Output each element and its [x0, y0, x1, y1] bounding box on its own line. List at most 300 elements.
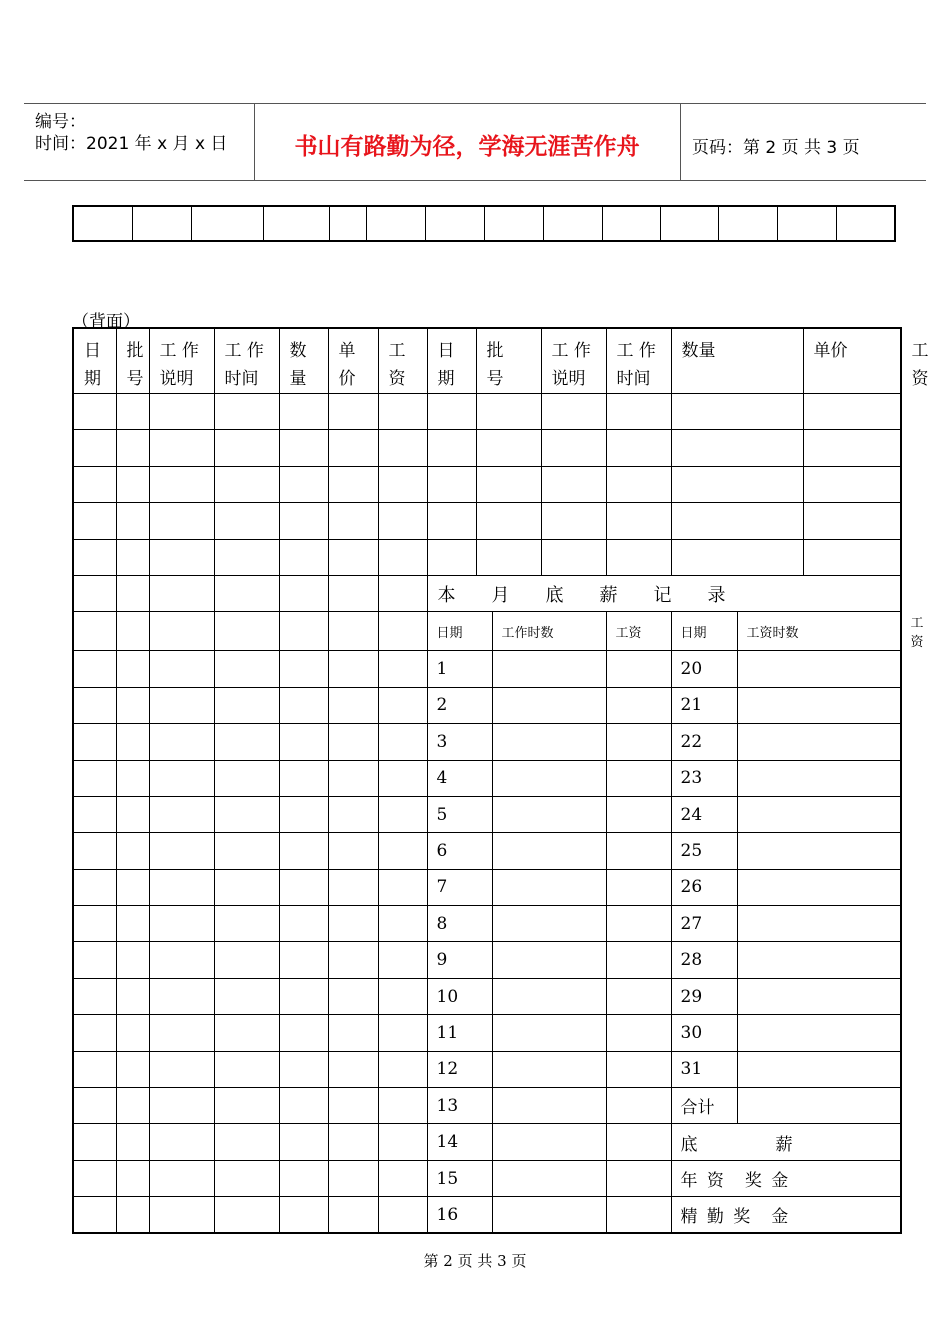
- table-cell: [214, 687, 279, 723]
- column-header: 工 作 说明: [149, 328, 214, 394]
- table-cell: [328, 430, 378, 466]
- table-cell: [279, 1160, 328, 1196]
- table-cell: [328, 906, 378, 942]
- table-cell: [73, 394, 116, 430]
- column-header: 工 作 时间: [214, 328, 279, 394]
- table-cell: [116, 539, 149, 575]
- record-day-cell: 15: [427, 1160, 492, 1196]
- record-day-cell: 12: [427, 1051, 492, 1087]
- table-cell: [328, 978, 378, 1014]
- table-cell: [214, 724, 279, 760]
- table-cell: [328, 1051, 378, 1087]
- table-cell: [737, 687, 901, 723]
- table-cell: [214, 539, 279, 575]
- table-row: [73, 1051, 901, 1087]
- table-cell: [378, 833, 427, 869]
- record-day-cell: 22: [671, 724, 737, 760]
- table-cell: [606, 760, 671, 796]
- back-side-label: （背面）: [72, 312, 140, 332]
- record-day-cell: 26: [671, 869, 737, 905]
- table-cell: [116, 394, 149, 430]
- table-cell: [606, 1124, 671, 1160]
- record-day-cell: 6: [427, 833, 492, 869]
- table-cell: [492, 760, 606, 796]
- table-cell: [328, 575, 378, 611]
- table-cell: [606, 687, 671, 723]
- table-cell: [214, 1160, 279, 1196]
- table-cell: [73, 833, 116, 869]
- record-day-cell: 25: [671, 833, 737, 869]
- table-cell: [73, 869, 116, 905]
- table-cell: [492, 1015, 606, 1051]
- table-cell: [279, 612, 328, 651]
- table-cell: [149, 760, 214, 796]
- record-day-cell: 29: [671, 978, 737, 1014]
- table-cell: [73, 760, 116, 796]
- table-cell: [328, 1197, 378, 1233]
- table-cell: [328, 796, 378, 832]
- table-cell: [492, 869, 606, 905]
- table-cell: [149, 651, 214, 687]
- strip-cell: [602, 206, 660, 241]
- table-cell: [606, 833, 671, 869]
- table-cell: [116, 430, 149, 466]
- table-cell: [328, 539, 378, 575]
- record-day-cell: 11: [427, 1015, 492, 1051]
- table-cell: [73, 466, 116, 502]
- table-cell: [492, 1197, 606, 1233]
- wage-record-table: [72, 327, 929, 1234]
- header-top-rule: [24, 103, 926, 104]
- record-day-cell: 4: [427, 760, 492, 796]
- table-cell: [149, 612, 214, 651]
- table-cell: [149, 724, 214, 760]
- table-cell: [279, 906, 328, 942]
- table-cell: [73, 1124, 116, 1160]
- table-cell: [476, 394, 541, 430]
- table-cell: [737, 1015, 901, 1051]
- strip-cell: [263, 206, 329, 241]
- table-cell: [476, 430, 541, 466]
- strip-cell: [778, 206, 837, 241]
- table-cell: [492, 833, 606, 869]
- table-cell: [328, 869, 378, 905]
- record-column-header: 工资时数: [737, 612, 901, 651]
- table-cell: [606, 503, 671, 539]
- table-cell: [73, 942, 116, 978]
- table-cell: [116, 1124, 149, 1160]
- table-cell: [492, 978, 606, 1014]
- strip-cell: [367, 206, 426, 241]
- table-cell: [116, 833, 149, 869]
- document-time-label: 时间：2021 年 x 月 x 日: [35, 134, 228, 154]
- table-cell: [378, 978, 427, 1014]
- record-day-cell: 精 勤 奖 金: [671, 1197, 901, 1233]
- table-cell: [279, 724, 328, 760]
- column-header: 单 价: [328, 328, 378, 394]
- table-cell: [328, 760, 378, 796]
- table-cell: [476, 466, 541, 502]
- table-cell: [328, 1160, 378, 1196]
- table-cell: [279, 760, 328, 796]
- record-day-cell: 24: [671, 796, 737, 832]
- table-cell: [116, 1160, 149, 1196]
- table-cell: [737, 760, 901, 796]
- table-cell: [279, 978, 328, 1014]
- table-cell: [606, 978, 671, 1014]
- table-cell: [214, 651, 279, 687]
- table-cell: [116, 1051, 149, 1087]
- table-cell: [149, 466, 214, 502]
- table-cell: [541, 539, 606, 575]
- table-cell: [73, 796, 116, 832]
- table-cell: [606, 430, 671, 466]
- table-cell: [214, 466, 279, 502]
- table-row: [73, 1015, 901, 1051]
- column-header: 批 号: [116, 328, 149, 394]
- table-cell: [279, 833, 328, 869]
- table-cell: [279, 1197, 328, 1233]
- table-cell: [116, 1197, 149, 1233]
- table-cell: [214, 394, 279, 430]
- table-cell: [279, 539, 328, 575]
- table-cell: [378, 869, 427, 905]
- table-cell: [328, 1088, 378, 1124]
- column-header: 数 量: [279, 328, 328, 394]
- table-cell: [378, 942, 427, 978]
- table-cell: [378, 1160, 427, 1196]
- table-cell: [328, 612, 378, 651]
- table-cell: [328, 1124, 378, 1160]
- table-cell: [149, 869, 214, 905]
- table-cell: [492, 1051, 606, 1087]
- table-cell: [214, 503, 279, 539]
- table-cell: [541, 394, 606, 430]
- header-page-label: 页码：第 2 页 共 3 页: [692, 138, 860, 158]
- table-cell: [492, 651, 606, 687]
- table-cell: [378, 394, 427, 430]
- table-cell: [149, 394, 214, 430]
- table-row: [73, 942, 901, 978]
- table-cell: [541, 503, 606, 539]
- table-cell: [671, 394, 803, 430]
- record-day-cell: 16: [427, 1197, 492, 1233]
- table-cell: [279, 1088, 328, 1124]
- table-cell: [116, 978, 149, 1014]
- table-cell: [328, 1015, 378, 1051]
- table-row: 日期 工作时数 工资 日期 工资时数 工资: [73, 612, 901, 651]
- table-cell: [214, 942, 279, 978]
- table-cell: [427, 466, 476, 502]
- record-day-cell: 7: [427, 869, 492, 905]
- table-row: [73, 430, 901, 466]
- table-cell: [378, 724, 427, 760]
- table-cell: [378, 1051, 427, 1087]
- table-cell: [279, 651, 328, 687]
- table-cell: [803, 539, 901, 575]
- table-cell: [279, 1124, 328, 1160]
- table-cell: [149, 796, 214, 832]
- record-day-cell: 2: [427, 687, 492, 723]
- record-day-cell: 年 资 奖 金: [671, 1160, 901, 1196]
- table-cell: [279, 575, 328, 611]
- table-cell: [737, 869, 901, 905]
- table-cell: [328, 942, 378, 978]
- table-cell: [73, 1088, 116, 1124]
- table-cell: [492, 724, 606, 760]
- table-cell: [492, 687, 606, 723]
- record-column-header: 日期: [671, 612, 737, 651]
- header-motto: 书山有路勤为径，学海无涯苦作舟: [294, 134, 640, 160]
- table-cell: [116, 760, 149, 796]
- table-cell: [214, 575, 279, 611]
- table-row: [73, 1124, 901, 1160]
- table-cell: [328, 651, 378, 687]
- table-cell: [116, 612, 149, 651]
- column-header: 工 作 说明: [541, 328, 606, 394]
- table-cell: [378, 539, 427, 575]
- table-cell: [606, 466, 671, 502]
- header-bottom-rule: [24, 180, 926, 181]
- record-column-header: 工作时数: [492, 612, 606, 651]
- table-row: [73, 869, 901, 905]
- table-cell: [149, 503, 214, 539]
- table-cell: [427, 503, 476, 539]
- table-cell: [378, 466, 427, 502]
- table-cell: [606, 539, 671, 575]
- column-header: 数量: [671, 328, 803, 394]
- table-row: [73, 687, 901, 723]
- table-cell: [214, 1051, 279, 1087]
- table-cell: [492, 1088, 606, 1124]
- table-row: [73, 760, 901, 796]
- table-row: [73, 796, 901, 832]
- table-cell: [149, 575, 214, 611]
- table-cell: [73, 687, 116, 723]
- record-day-cell: 3: [427, 724, 492, 760]
- record-day-cell: 1: [427, 651, 492, 687]
- table-cell: [116, 1015, 149, 1051]
- table-cell: [214, 1088, 279, 1124]
- table-cell: [149, 430, 214, 466]
- strip-cell: [543, 206, 602, 241]
- record-day-cell: 30: [671, 1015, 737, 1051]
- table-cell: [492, 942, 606, 978]
- table-cell: [378, 1197, 427, 1233]
- table-cell: [73, 1160, 116, 1196]
- strip-cell: [132, 206, 191, 241]
- record-section-title: 本 月 底 薪 记 录: [427, 575, 901, 611]
- table-cell: [116, 942, 149, 978]
- top-strip-table: [72, 205, 896, 242]
- table-row: [73, 724, 901, 760]
- table-cell: [606, 1197, 671, 1233]
- table-cell: [214, 869, 279, 905]
- record-day-cell: 28: [671, 942, 737, 978]
- table-cell: [279, 503, 328, 539]
- table-cell: [737, 906, 901, 942]
- table-cell: [378, 430, 427, 466]
- table-cell: [279, 466, 328, 502]
- strip-cell: [191, 206, 263, 241]
- table-cell: [606, 796, 671, 832]
- table-cell: [606, 394, 671, 430]
- table-cell: [149, 687, 214, 723]
- strip-cell: [426, 206, 485, 241]
- table-cell: [149, 1051, 214, 1087]
- table-cell: [606, 906, 671, 942]
- table-row: [73, 575, 901, 611]
- table-header-row: 日 期 批 号 工 作 说明 工 作 时间 数 量 单 价 工 资 日 期 批 号 工 作 说明 工 作 时间 数量 单价 工资: [73, 328, 901, 394]
- table-cell: [378, 796, 427, 832]
- record-day-cell: 底 薪: [671, 1124, 901, 1160]
- table-cell: [279, 687, 328, 723]
- table-cell: [328, 394, 378, 430]
- table-cell: [279, 869, 328, 905]
- column-header: 单价: [803, 328, 901, 394]
- table-cell: [328, 687, 378, 723]
- table-cell: [492, 906, 606, 942]
- table-cell: [149, 1015, 214, 1051]
- table-cell: [427, 394, 476, 430]
- table-cell: [214, 1015, 279, 1051]
- table-cell: [737, 724, 901, 760]
- table-cell: [328, 724, 378, 760]
- table-cell: [149, 1160, 214, 1196]
- record-day-cell: 合计: [671, 1088, 737, 1124]
- table-cell: [214, 796, 279, 832]
- record-day-cell: 31: [671, 1051, 737, 1087]
- strip-cell: [660, 206, 718, 241]
- table-row: [73, 1088, 901, 1124]
- table-cell: [149, 1124, 214, 1160]
- table-cell: [541, 466, 606, 502]
- table-cell: [378, 760, 427, 796]
- table-cell: [116, 724, 149, 760]
- table-cell: [737, 1088, 901, 1124]
- table-row: [73, 651, 901, 687]
- table-cell: [737, 651, 901, 687]
- table-cell: [73, 1051, 116, 1087]
- record-day-cell: 20: [671, 651, 737, 687]
- record-day-cell: 21: [671, 687, 737, 723]
- column-header: 工 作 时间: [606, 328, 671, 394]
- record-day-cell: 8: [427, 906, 492, 942]
- table-cell: [606, 942, 671, 978]
- table-row: [73, 978, 901, 1014]
- table-cell: [116, 687, 149, 723]
- table-cell: [671, 503, 803, 539]
- strip-cell: [485, 206, 543, 241]
- table-cell: [149, 539, 214, 575]
- table-row: [73, 833, 901, 869]
- table-row: [73, 1197, 901, 1233]
- record-day-cell: 23: [671, 760, 737, 796]
- table-cell: [214, 906, 279, 942]
- table-cell: [606, 1088, 671, 1124]
- table-cell: [149, 833, 214, 869]
- table-cell: [606, 651, 671, 687]
- strip-cell: [73, 206, 132, 241]
- strip-cell: [719, 206, 778, 241]
- table-cell: [149, 906, 214, 942]
- table-cell: [606, 724, 671, 760]
- table-cell: [378, 1088, 427, 1124]
- table-cell: [279, 1051, 328, 1087]
- table-cell: [214, 760, 279, 796]
- table-cell: [378, 687, 427, 723]
- record-day-cell: 27: [671, 906, 737, 942]
- table-cell: [737, 1051, 901, 1087]
- table-cell: [149, 978, 214, 1014]
- table-cell: [427, 430, 476, 466]
- table-cell: [149, 1197, 214, 1233]
- table-cell: [671, 430, 803, 466]
- table-cell: [671, 466, 803, 502]
- table-cell: [73, 430, 116, 466]
- record-day-cell: 10: [427, 978, 492, 1014]
- table-cell: [328, 466, 378, 502]
- column-header: 日 期: [427, 328, 476, 394]
- table-cell: [73, 1015, 116, 1051]
- header-divider: [680, 103, 681, 180]
- column-header: 批 号: [476, 328, 541, 394]
- column-header: 日 期: [73, 328, 116, 394]
- record-day-cell: 5: [427, 796, 492, 832]
- table-cell: [803, 503, 901, 539]
- table-cell: [73, 612, 116, 651]
- table-cell: [149, 942, 214, 978]
- table-cell: [73, 724, 116, 760]
- table-row: [73, 503, 901, 539]
- table-cell: [427, 539, 476, 575]
- record-day-cell: 13: [427, 1088, 492, 1124]
- table-cell: [803, 430, 901, 466]
- table-cell: [328, 503, 378, 539]
- table-cell: [378, 1015, 427, 1051]
- table-cell: [737, 833, 901, 869]
- table-cell: [279, 1015, 328, 1051]
- table-cell: [328, 833, 378, 869]
- table-cell: [116, 575, 149, 611]
- table-cell: [803, 394, 901, 430]
- table-cell: [214, 1197, 279, 1233]
- table-cell: [492, 796, 606, 832]
- table-cell: [378, 906, 427, 942]
- table-cell: [492, 1124, 606, 1160]
- table-cell: [279, 796, 328, 832]
- table-cell: [279, 394, 328, 430]
- record-day-cell: 9: [427, 942, 492, 978]
- record-column-header: 日期: [427, 612, 492, 651]
- strip-cell: [330, 206, 367, 241]
- table-cell: [476, 539, 541, 575]
- table-cell: [737, 942, 901, 978]
- table-cell: [606, 1160, 671, 1196]
- table-row: [73, 539, 901, 575]
- table-cell: [116, 1088, 149, 1124]
- table-row: [73, 906, 901, 942]
- record-day-cell: 14: [427, 1124, 492, 1160]
- table-cell: [378, 503, 427, 539]
- record-column-header: 工资: [606, 612, 671, 651]
- table-cell: [116, 796, 149, 832]
- table-cell: [279, 942, 328, 978]
- document-number-label: 编号：: [35, 112, 86, 132]
- table-cell: [73, 906, 116, 942]
- table-cell: [737, 978, 901, 1014]
- table-cell: [116, 466, 149, 502]
